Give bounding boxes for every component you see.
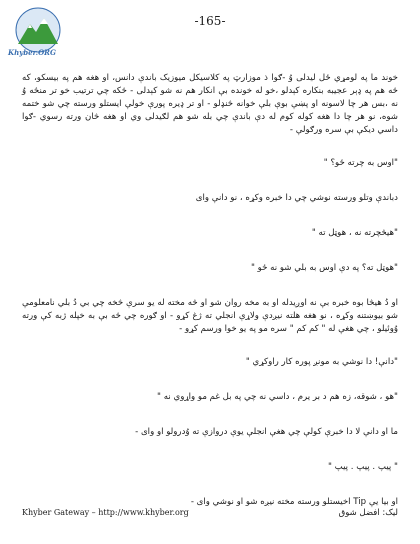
document-body xyxy=(22,72,398,529)
page-footer xyxy=(22,508,398,522)
paragraph-3: دباندې وتلو ورسته نوشي چي دا خبره وکړه ، نو دانې وای xyxy=(195,193,398,203)
footer-author: لیک: افضل شوق xyxy=(338,508,398,518)
paragraph-10: " پیپ . پیپ . پیپ " xyxy=(327,462,398,472)
paragraph-11: او بیا یې Tip اخیستلو ورسته مخته نیږه شو او نوشي وای - xyxy=(190,497,398,507)
paragraph-7: "دانې! دا نوشي به مونږ پوره کار راوکړي " xyxy=(245,357,398,367)
logo-text: Khyber.ORG xyxy=(8,48,56,57)
paragraph-1: خوند ما په لومړي ځل لیدلی وُ -ګوا ذ موزارټ په کلاسیکل میوزیک باندې دانس، او هغه هم په بیسکو، که څه هم په ډېر عجیبه بنکاره کېدلو ،خو له خونده بې انکار هم نه شو کېدلی - څکه چي ترتیب خو تر منځه وُ نه ،بس هر چا لاسونه او پښې بوې بلې خوانه څنډلو - او تر ډیره پورې خولې ایستلو ورسته چي شو ختمه شوه، نو هر چا دا هغه کوله کوم له دې باندې چي بله شو هم لګیدلی وي او هغه څان ورته رسوي -ګوا داسي دیکې بې سره ورګولې - xyxy=(22,73,398,135)
paragraph-8: "هو ، شوقه، زه هم د بر یرم ، داسي نه چي په بل غم مو واړوي نه " xyxy=(157,392,398,402)
paragraph-2: "اوس به چرته ځو؟ " xyxy=(323,158,398,168)
paragraph-9: ما او دانې لا دا خبرې کولې چي هغې انجلې یوې دروازې ته وُدرولو او وای - xyxy=(135,427,398,437)
paragraph-5: "هوټل ته؟ په دې اوس به بلي شو نه ځو " xyxy=(250,263,398,273)
paragraph-6: او دُ هیڅا بوه خبره بې نه اوږیدله او به مخه روان شو او څه مخته له یو سرې څخه چي بي دُ بلي نامعلومې شو بیوښتنه وکړه ، نو هغه هلته نیږدې ولاړې انجلي ته ژغ کړو - او ګوره چي څه بې به خپله ژبه کې ورته وُوئیلو ، چي هغې له " کم کم " سره مو په یو خوا ورسم کړو - xyxy=(22,298,398,334)
page-number: -165- xyxy=(194,14,226,28)
paragraph-4: "هیڅچرته نه ، هوټل ته " xyxy=(311,228,398,238)
footer-website: Khyber Gateway – http://www.khyber.org xyxy=(22,508,189,517)
